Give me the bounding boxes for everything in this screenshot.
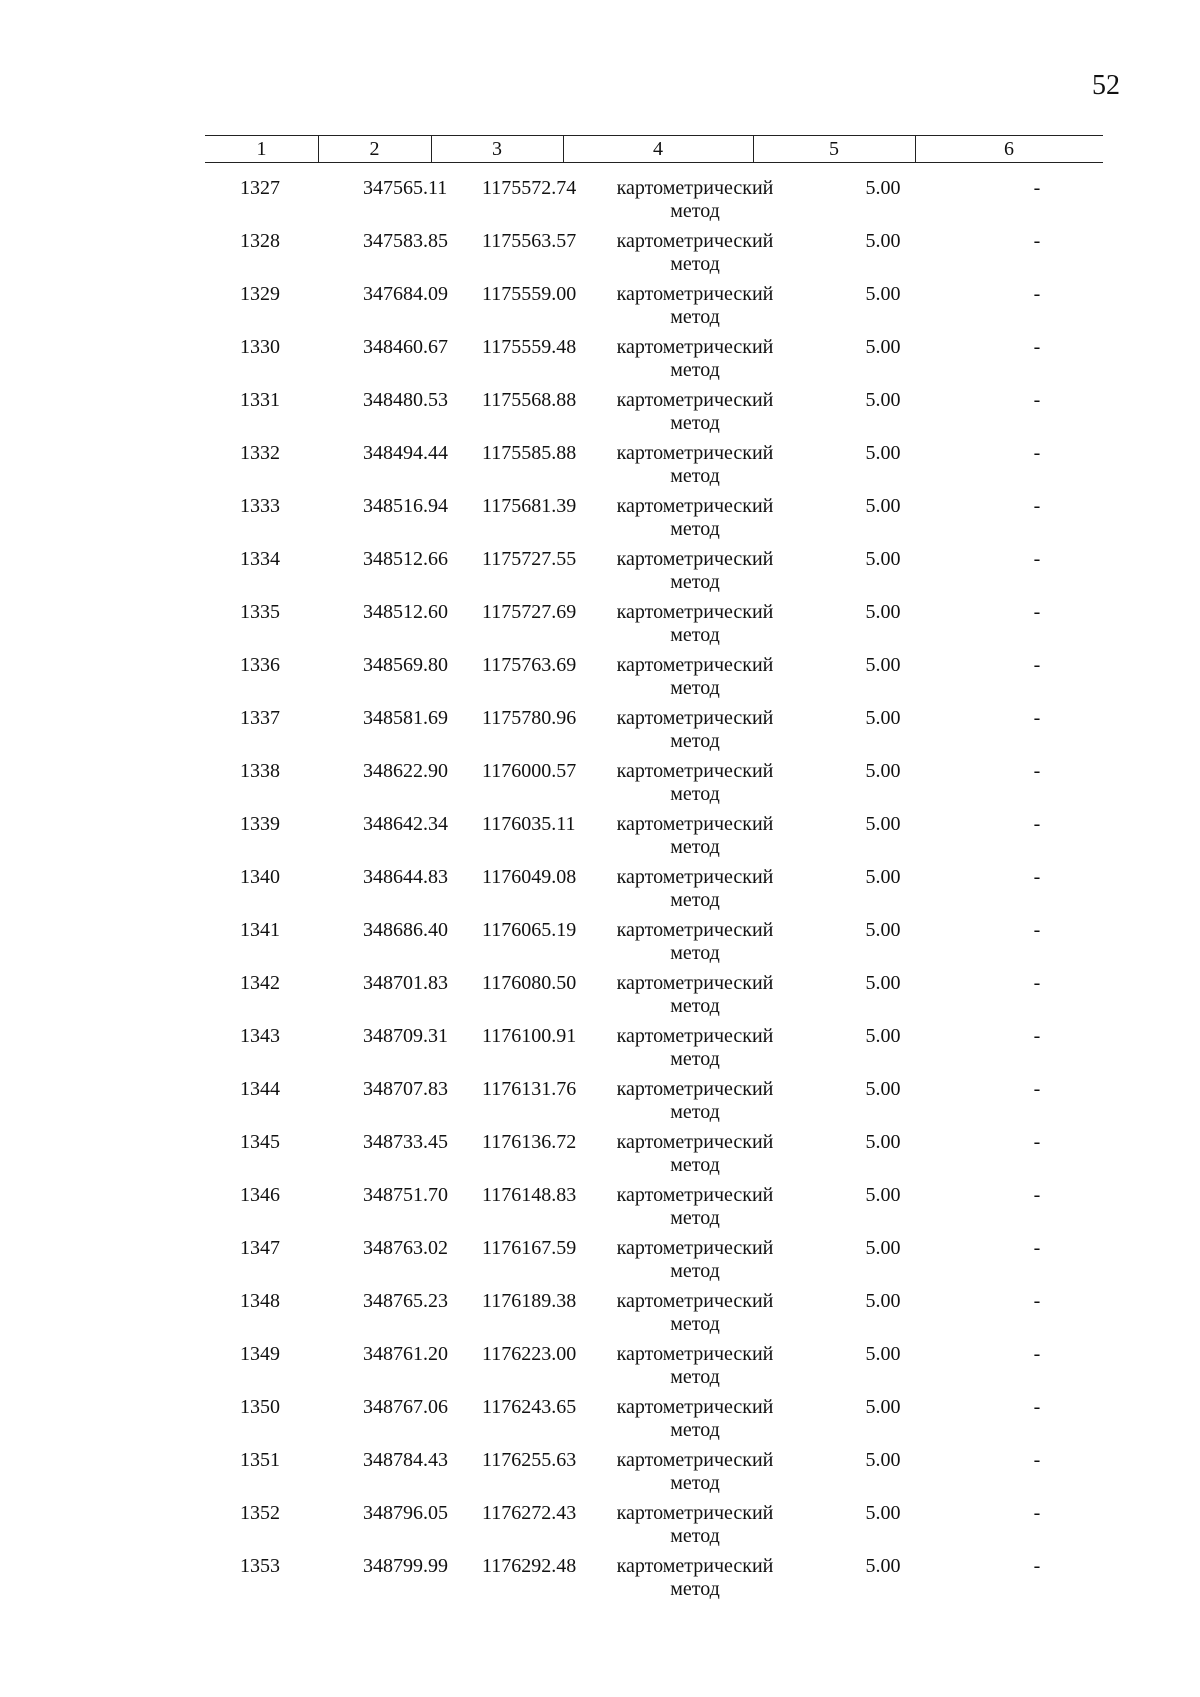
x-coordinate-cell: 348707.83 — [363, 1078, 448, 1100]
note-cell: - — [1033, 283, 1041, 305]
method-cell — [560, 1025, 830, 1071]
column-header-2: 2 — [369, 138, 380, 160]
y-coordinate-cell: 1176049.08 — [482, 866, 577, 888]
accuracy-cell: 5.00 — [865, 972, 901, 994]
accuracy-cell: 5.00 — [865, 601, 901, 623]
accuracy-cell: 5.00 — [865, 495, 901, 517]
method-line-1: картометрический — [616, 336, 774, 358]
method-line-2: метод — [670, 1472, 720, 1494]
accuracy-cell: 5.00 — [865, 1502, 901, 1524]
accuracy-cell: 5.00 — [865, 1343, 901, 1365]
table-row — [205, 601, 1103, 654]
table-row — [205, 1078, 1103, 1131]
x-coordinate-cell: 348763.02 — [363, 1237, 448, 1259]
accuracy-cell: 5.00 — [865, 1290, 901, 1312]
y-coordinate-cell: 1176131.76 — [482, 1078, 577, 1100]
column-header-1: 1 — [256, 138, 267, 160]
accuracy-cell: 5.00 — [865, 1131, 901, 1153]
y-coordinate-cell: 1176065.19 — [482, 919, 577, 941]
y-coordinate-cell: 1175727.69 — [482, 601, 577, 623]
y-coordinate-cell: 1175585.88 — [482, 442, 577, 464]
accuracy-cell: 5.00 — [865, 707, 901, 729]
method-line-2: метод — [670, 1154, 720, 1176]
method-line-2: метод — [670, 306, 720, 328]
method-cell — [560, 495, 830, 541]
x-coordinate-cell: 348460.67 — [363, 336, 448, 358]
note-cell: - — [1033, 1396, 1041, 1418]
table-row — [205, 760, 1103, 813]
method-cell — [560, 1343, 830, 1389]
method-cell — [560, 601, 830, 647]
method-line-2: метод — [670, 1260, 720, 1282]
point-number-cell: 1347 — [240, 1237, 280, 1259]
note-cell: - — [1033, 389, 1041, 411]
method-line-2: метод — [670, 730, 720, 752]
method-line-2: метод — [670, 1366, 720, 1388]
method-cell — [560, 1396, 830, 1442]
point-number-cell: 1332 — [240, 442, 280, 464]
column-header-4: 4 — [653, 138, 663, 160]
x-coordinate-cell: 348622.90 — [363, 760, 448, 782]
method-line-1: картометрический — [616, 1343, 774, 1365]
y-coordinate-cell: 1176272.43 — [482, 1502, 577, 1524]
method-line-1: картометрический — [616, 230, 774, 252]
method-line-1: картометрический — [616, 1131, 774, 1153]
point-number-cell: 1350 — [240, 1396, 280, 1418]
method-cell — [560, 1078, 830, 1124]
note-cell: - — [1033, 1237, 1041, 1259]
method-cell — [560, 442, 830, 488]
y-coordinate-cell: 1176167.59 — [482, 1237, 577, 1259]
table-row — [205, 813, 1103, 866]
note-cell: - — [1033, 866, 1041, 888]
note-cell: - — [1033, 707, 1041, 729]
method-line-1: картометрический — [616, 1237, 774, 1259]
method-line-2: метод — [670, 412, 720, 434]
y-coordinate-cell: 1176223.00 — [482, 1343, 577, 1365]
table-row — [205, 495, 1103, 548]
point-number-cell: 1339 — [240, 813, 280, 835]
method-line-2: метод — [670, 1578, 720, 1600]
method-cell — [560, 813, 830, 859]
table-row — [205, 866, 1103, 919]
note-cell: - — [1033, 442, 1041, 464]
coordinates-table — [205, 135, 1103, 1608]
note-cell: - — [1033, 230, 1041, 252]
point-number-cell: 1333 — [240, 495, 280, 517]
x-coordinate-cell: 348784.43 — [363, 1449, 448, 1471]
y-coordinate-cell: 1176000.57 — [482, 760, 577, 782]
x-coordinate-cell: 348765.23 — [363, 1290, 448, 1312]
method-cell — [560, 1237, 830, 1283]
x-coordinate-cell: 348701.83 — [363, 972, 448, 994]
method-line-2: метод — [670, 518, 720, 540]
note-cell: - — [1033, 336, 1041, 358]
method-line-1: картометрический — [616, 866, 774, 888]
method-line-1: картометрический — [616, 760, 774, 782]
y-coordinate-cell: 1175763.69 — [482, 654, 577, 676]
method-line-2: метод — [670, 465, 720, 487]
method-line-1: картометрический — [616, 1502, 774, 1524]
method-line-1: картометрический — [616, 813, 774, 835]
table-row — [205, 1237, 1103, 1290]
method-line-1: картометрический — [616, 177, 774, 199]
accuracy-cell: 5.00 — [865, 1449, 901, 1471]
x-coordinate-cell: 347583.85 — [363, 230, 448, 252]
table-row — [205, 230, 1103, 283]
accuracy-cell: 5.00 — [865, 813, 901, 835]
method-line-1: картометрический — [616, 283, 774, 305]
point-number-cell: 1342 — [240, 972, 280, 994]
note-cell: - — [1033, 1184, 1041, 1206]
note-cell: - — [1033, 1449, 1041, 1471]
method-cell — [560, 1502, 830, 1548]
table-row — [205, 972, 1103, 1025]
y-coordinate-cell: 1176080.50 — [482, 972, 577, 994]
table-row — [205, 1396, 1103, 1449]
accuracy-cell: 5.00 — [865, 389, 901, 411]
method-line-1: картометрический — [616, 1290, 774, 1312]
table-row — [205, 1131, 1103, 1184]
y-coordinate-cell: 1175681.39 — [482, 495, 577, 517]
x-coordinate-cell: 348733.45 — [363, 1131, 448, 1153]
page-number: 52 — [1092, 70, 1120, 101]
accuracy-cell: 5.00 — [865, 1025, 901, 1047]
method-line-2: метод — [670, 942, 720, 964]
table-row — [205, 283, 1103, 336]
y-coordinate-cell: 1176189.38 — [482, 1290, 577, 1312]
point-number-cell: 1327 — [240, 177, 280, 199]
method-cell — [560, 972, 830, 1018]
column-header-6: 6 — [1004, 138, 1014, 160]
method-cell — [560, 1449, 830, 1495]
point-number-cell: 1345 — [240, 1131, 280, 1153]
accuracy-cell: 5.00 — [865, 1184, 901, 1206]
method-line-2: метод — [670, 1313, 720, 1335]
table-row — [205, 177, 1103, 230]
point-number-cell: 1337 — [240, 707, 280, 729]
method-line-2: метод — [670, 571, 720, 593]
method-line-1: картометрический — [616, 601, 774, 623]
accuracy-cell: 5.00 — [865, 1237, 901, 1259]
method-line-2: метод — [670, 836, 720, 858]
method-cell — [560, 177, 830, 223]
accuracy-cell: 5.00 — [865, 1396, 901, 1418]
note-cell: - — [1033, 1555, 1041, 1577]
table-body — [205, 163, 1103, 1608]
table-row — [205, 442, 1103, 495]
column-header-5: 5 — [829, 138, 839, 160]
table-row — [205, 1025, 1103, 1078]
accuracy-cell: 5.00 — [865, 548, 901, 570]
x-coordinate-cell: 348644.83 — [363, 866, 448, 888]
table-row — [205, 654, 1103, 707]
y-coordinate-cell: 1175727.55 — [482, 548, 577, 570]
point-number-cell: 1340 — [240, 866, 280, 888]
point-number-cell: 1349 — [240, 1343, 280, 1365]
point-number-cell: 1338 — [240, 760, 280, 782]
note-cell: - — [1033, 919, 1041, 941]
method-line-1: картометрический — [616, 654, 774, 676]
point-number-cell: 1346 — [240, 1184, 280, 1206]
method-line-2: метод — [670, 200, 720, 222]
method-line-1: картометрический — [616, 1078, 774, 1100]
y-coordinate-cell: 1175572.74 — [482, 177, 577, 199]
x-coordinate-cell: 348709.31 — [363, 1025, 448, 1047]
method-line-1: картометрический — [616, 389, 774, 411]
method-cell — [560, 1290, 830, 1336]
note-cell: - — [1033, 654, 1041, 676]
point-number-cell: 1334 — [240, 548, 280, 570]
point-number-cell: 1330 — [240, 336, 280, 358]
method-line-1: картометрический — [616, 1396, 774, 1418]
method-line-2: метод — [670, 1419, 720, 1441]
method-line-2: метод — [670, 1207, 720, 1229]
x-coordinate-cell: 348480.53 — [363, 389, 448, 411]
note-cell: - — [1033, 972, 1041, 994]
method-line-1: картометрический — [616, 1025, 774, 1047]
x-coordinate-cell: 347565.11 — [363, 177, 448, 199]
x-coordinate-cell: 348767.06 — [363, 1396, 448, 1418]
method-cell — [560, 1555, 830, 1601]
method-line-2: метод — [670, 995, 720, 1017]
method-line-1: картометрический — [616, 495, 774, 517]
x-coordinate-cell: 348494.44 — [363, 442, 448, 464]
note-cell: - — [1033, 1025, 1041, 1047]
accuracy-cell: 5.00 — [865, 654, 901, 676]
x-coordinate-cell: 348642.34 — [363, 813, 448, 835]
note-cell: - — [1033, 1343, 1041, 1365]
note-cell: - — [1033, 1502, 1041, 1524]
method-line-2: метод — [670, 359, 720, 381]
y-coordinate-cell: 1176100.91 — [482, 1025, 577, 1047]
method-line-2: метод — [670, 253, 720, 275]
table-row — [205, 1502, 1103, 1555]
method-line-1: картометрический — [616, 1449, 774, 1471]
point-number-cell: 1352 — [240, 1502, 280, 1524]
note-cell: - — [1033, 760, 1041, 782]
method-cell — [560, 336, 830, 382]
method-line-1: картометрический — [616, 442, 774, 464]
accuracy-cell: 5.00 — [865, 760, 901, 782]
point-number-cell: 1341 — [240, 919, 280, 941]
point-number-cell: 1328 — [240, 230, 280, 252]
table-row — [205, 389, 1103, 442]
table-row — [205, 1555, 1103, 1608]
accuracy-cell: 5.00 — [865, 866, 901, 888]
point-number-cell: 1351 — [240, 1449, 280, 1471]
method-cell — [560, 230, 830, 276]
point-number-cell: 1344 — [240, 1078, 280, 1100]
accuracy-cell: 5.00 — [865, 442, 901, 464]
note-cell: - — [1033, 813, 1041, 835]
y-coordinate-cell: 1175559.48 — [482, 336, 577, 358]
table-row — [205, 1290, 1103, 1343]
point-number-cell: 1331 — [240, 389, 280, 411]
method-cell — [560, 654, 830, 700]
table-row — [205, 548, 1103, 601]
method-cell — [560, 283, 830, 329]
point-number-cell: 1353 — [240, 1555, 280, 1577]
method-cell — [560, 548, 830, 594]
accuracy-cell: 5.00 — [865, 1078, 901, 1100]
method-line-2: метод — [670, 1101, 720, 1123]
table-row — [205, 1449, 1103, 1502]
method-line-2: метод — [670, 783, 720, 805]
method-line-1: картометрический — [616, 707, 774, 729]
x-coordinate-cell: 348581.69 — [363, 707, 448, 729]
note-cell: - — [1033, 548, 1041, 570]
y-coordinate-cell: 1176243.65 — [482, 1396, 577, 1418]
method-cell — [560, 866, 830, 912]
accuracy-cell: 5.00 — [865, 177, 901, 199]
accuracy-cell: 5.00 — [865, 283, 901, 305]
method-cell — [560, 760, 830, 806]
y-coordinate-cell: 1176136.72 — [482, 1131, 577, 1153]
method-line-2: метод — [670, 889, 720, 911]
accuracy-cell: 5.00 — [865, 230, 901, 252]
method-cell — [560, 1184, 830, 1230]
note-cell: - — [1033, 177, 1041, 199]
column-header-3: 3 — [492, 138, 502, 160]
note-cell: - — [1033, 1131, 1041, 1153]
method-line-1: картометрический — [616, 1184, 774, 1206]
method-cell — [560, 1131, 830, 1177]
method-cell — [560, 707, 830, 753]
y-coordinate-cell: 1175568.88 — [482, 389, 577, 411]
table-row — [205, 1343, 1103, 1396]
y-coordinate-cell: 1176292.48 — [482, 1555, 577, 1577]
table-row — [205, 336, 1103, 389]
note-cell: - — [1033, 1290, 1041, 1312]
accuracy-cell: 5.00 — [865, 919, 901, 941]
method-line-2: метод — [670, 1048, 720, 1070]
point-number-cell: 1348 — [240, 1290, 280, 1312]
y-coordinate-cell: 1175780.96 — [482, 707, 577, 729]
method-cell — [560, 389, 830, 435]
point-number-cell: 1343 — [240, 1025, 280, 1047]
accuracy-cell: 5.00 — [865, 1555, 901, 1577]
x-coordinate-cell: 348512.66 — [363, 548, 448, 570]
table-row — [205, 1184, 1103, 1237]
note-cell: - — [1033, 1078, 1041, 1100]
x-coordinate-cell: 348796.05 — [363, 1502, 448, 1524]
point-number-cell: 1335 — [240, 601, 280, 623]
x-coordinate-cell: 348512.60 — [363, 601, 448, 623]
y-coordinate-cell: 1176148.83 — [482, 1184, 577, 1206]
y-coordinate-cell: 1176255.63 — [482, 1449, 577, 1471]
point-number-cell: 1336 — [240, 654, 280, 676]
method-line-1: картометрический — [616, 972, 774, 994]
accuracy-cell: 5.00 — [865, 336, 901, 358]
table-header — [205, 135, 1103, 163]
x-coordinate-cell: 348751.70 — [363, 1184, 448, 1206]
method-line-1: картометрический — [616, 548, 774, 570]
x-coordinate-cell: 348686.40 — [363, 919, 448, 941]
method-line-1: картометрический — [616, 919, 774, 941]
x-coordinate-cell: 348799.99 — [363, 1555, 448, 1577]
table-row — [205, 707, 1103, 760]
method-line-2: метод — [670, 624, 720, 646]
x-coordinate-cell: 348516.94 — [363, 495, 448, 517]
y-coordinate-cell: 1176035.11 — [482, 813, 576, 835]
x-coordinate-cell: 347684.09 — [363, 283, 448, 305]
y-coordinate-cell: 1175559.00 — [482, 283, 577, 305]
method-cell — [560, 919, 830, 965]
method-line-1: картометрический — [616, 1555, 774, 1577]
point-number-cell: 1329 — [240, 283, 280, 305]
note-cell: - — [1033, 495, 1041, 517]
method-line-2: метод — [670, 677, 720, 699]
y-coordinate-cell: 1175563.57 — [482, 230, 577, 252]
note-cell: - — [1033, 601, 1041, 623]
table-row — [205, 919, 1103, 972]
x-coordinate-cell: 348569.80 — [363, 654, 448, 676]
method-line-2: метод — [670, 1525, 720, 1547]
x-coordinate-cell: 348761.20 — [363, 1343, 448, 1365]
